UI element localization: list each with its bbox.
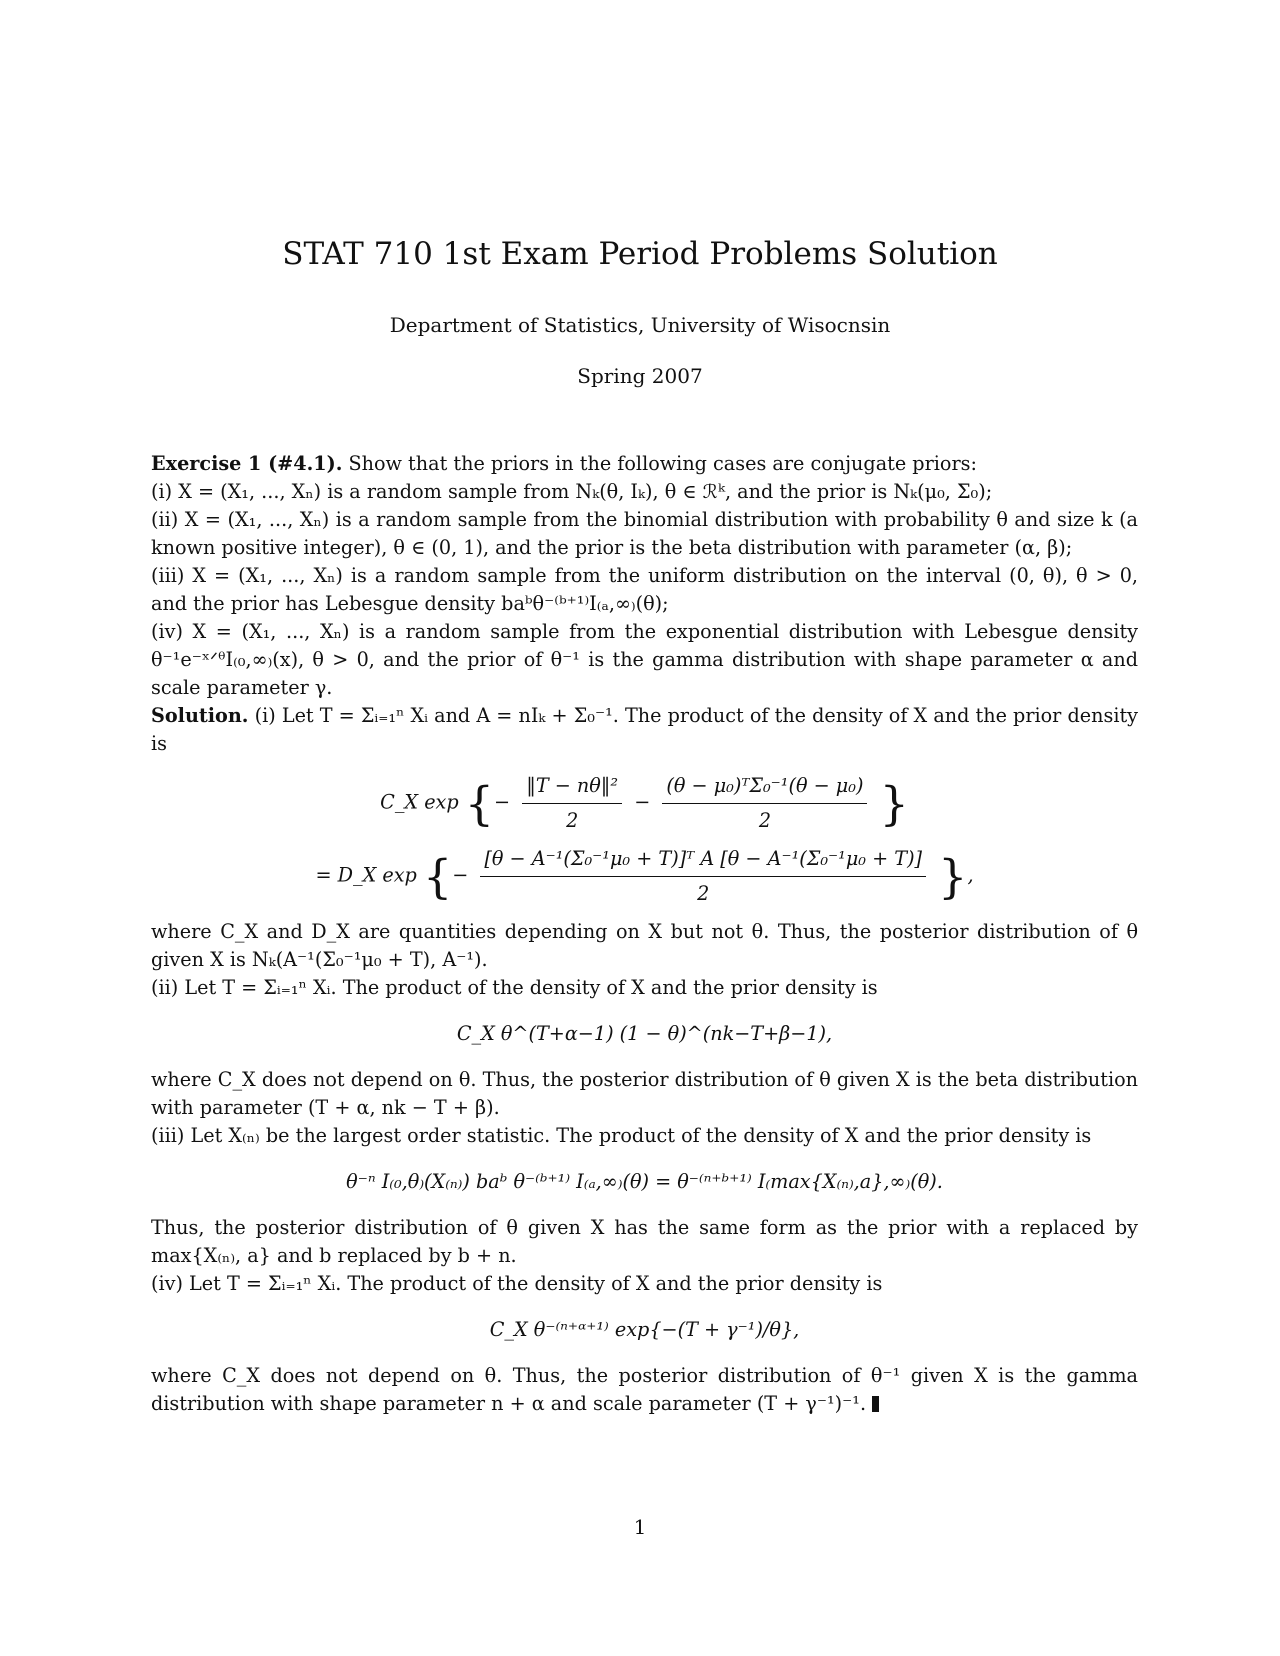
case-iv: (iv) X = (X₁, ..., Xₙ) is a random sample from the exponential distribution with Lebesgue density θ⁻¹e⁻ˣᐟᶿI₍₀,∞₎(x), θ > 0, and the prior of θ⁻¹ is the gamma distribution with shape parameter α and scale parameter γ. [151, 620, 1138, 699]
solution-part3-intro: (iii) Let X₍ₙ₎ be the largest order statistic. The product of the density of X and the prior density is [151, 1124, 1092, 1147]
case-ii: (ii) X = (X₁, ..., Xₙ) is a random sample from the binomial distribution with probability θ and size k (a known positive integer), θ ∈ (0, 1), and the prior is the beta distribution with parameter (α, β); [151, 508, 1138, 559]
solution-part1-conclusion: where C_X and D_X are quantities depending on X but not θ. Thus, the posterior distribution of θ given X is Nₖ(A⁻¹(Σ₀⁻¹μ₀ + T), A⁻¹). [151, 920, 1138, 971]
term: Spring 2007 [577, 364, 703, 388]
equation-5: C_X θ⁻⁽ⁿ⁺ᵅ⁺¹⁾ exp{−(T + γ⁻¹)/θ}, [489, 1318, 800, 1341]
equation-2: = D_X exp {− $\frac{\text{[θ − A⁻¹(Σ₀⁻¹μ₀ + T)]ᵀ A [θ − A⁻¹(Σ₀⁻¹μ₀ + T)]}}{2}$ }, [315, 847, 974, 905]
page-title: STAT 710 1st Exam Period Problems Solution [282, 236, 998, 272]
case-i: (i) X = (X₁, ..., Xₙ) is a random sample from Nₖ(θ, Iₖ), θ ∈ ℛᵏ, and the prior is Nₖ(μ₀, Σ₀); [151, 480, 993, 503]
page-number: 1 [633, 1515, 647, 1539]
exercise-label: Exercise 1 (#4.1). [151, 452, 343, 475]
equation-3: C_X θ^(T+α−1) (1 − θ)^(nk−T+β−1), [456, 1022, 833, 1045]
solution-part4-intro: (iv) Let T = Σᵢ₌₁ⁿ Xᵢ. The product of the density of X and the prior density is [151, 1272, 883, 1295]
document-body [151, 450, 1138, 1418]
equation-4: θ⁻ⁿ I₍₀,θ₎(X₍ₙ₎) baᵇ θ⁻⁽ᵇ⁺¹⁾ I₍ₐ,∞₎(θ) = θ⁻⁽ⁿ⁺ᵇ⁺¹⁾ I₍max{X₍ₙ₎,a},∞₎(θ). [346, 1170, 943, 1193]
qed-symbol [872, 1396, 879, 1412]
exercise-statement [151, 450, 1138, 478]
solution-label: Solution. [151, 704, 249, 727]
solution-part2-conclusion: where C_X does not depend on θ. Thus, the posterior distribution of θ given X is the beta distribution with parameter (T + α, nk − T + β). [151, 1068, 1138, 1119]
solution-part2-intro: (ii) Let T = Σᵢ₌₁ⁿ Xᵢ. The product of the density of X and the prior density is [151, 976, 878, 999]
solution-part4-conclusion: where C_X does not depend on θ. Thus, the posterior distribution of θ⁻¹ given X is the gamma distribution with shape parameter n + α and scale parameter (T + γ⁻¹)⁻¹. [151, 1364, 1138, 1415]
solution-part3-conclusion: Thus, the posterior distribution of θ given X has the same form as the prior with a replaced by max{X₍ₙ₎, a} and b replaced by b + n. [151, 1216, 1138, 1267]
case-iii: (iii) X = (X₁, ..., Xₙ) is a random sample from the uniform distribution on the interval (0, θ), θ > 0, and the prior has Lebesgue density baᵇθ⁻⁽ᵇ⁺¹⁾I₍ₐ,∞₎(θ); [151, 564, 1138, 615]
solution-part1-intro: Solution. (i) Let T = Σᵢ₌₁ⁿ Xᵢ and A = nIₖ + Σ₀⁻¹. The product of the density of X and the prior density is [151, 704, 1138, 755]
affiliation: Department of Statistics, University of Wisocnsin [389, 313, 891, 337]
exercise-intro: Show that the priors in the following cases are conjugate priors: [348, 452, 977, 475]
equation-1: C_X exp {− $\frac{\text{‖T − nθ‖²}}{2}$ − $\frac{\text{(θ − μ₀)ᵀΣ₀⁻¹(θ − μ₀)}}{2}$ } [380, 774, 909, 832]
